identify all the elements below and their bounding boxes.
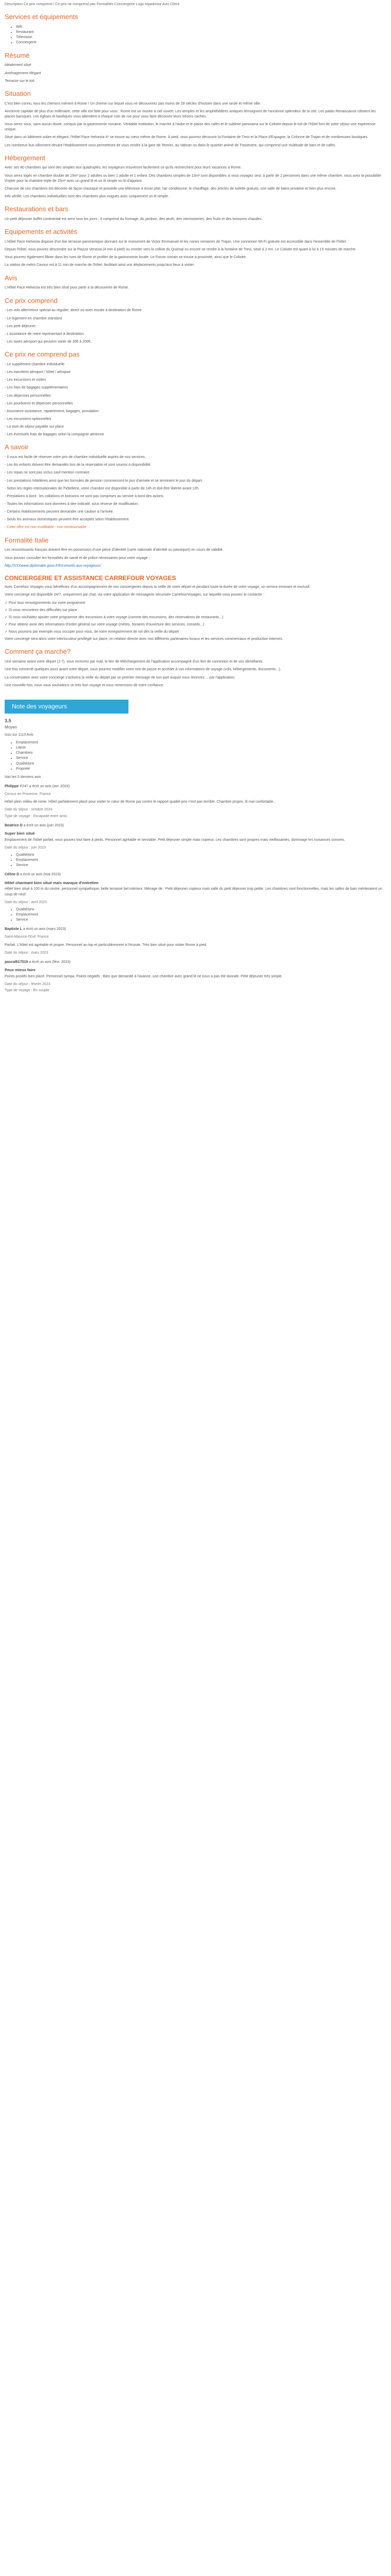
formalite-paragraph: Les ressortissants français doivent être en possession d'une pièce d'identité (carte nationale d'identité ou passeport) en cours de validité.	[5, 548, 224, 552]
comment-title: Comment ça marche?	[5, 648, 71, 656]
service-item: • Conciergerie	[16, 40, 386, 45]
a-savoir-paragraph: - Les lits enfants doivent être demandés lors de la réservation et sont soumis à disponibilité.	[5, 463, 152, 467]
ccv-title: CONCIERGERIE ET ASSISTANCE CARREFOUR VOYAGES	[5, 574, 176, 582]
hebergement-paragraph: Chacune de ces chambres est décorée de façon classique et possède une télévision à écran plat, l'air conditionné, le chauffage, des articles de toilette gratuits, une salle de bains privative et bien plus encore.	[5, 187, 337, 191]
hebergement-paragraph: Info vérifié: Les chambres individuelles sont des chambres plus exiguës avec uniquement un lit simple.	[5, 195, 169, 199]
review-author: Céline D	[5, 873, 20, 877]
review-tag: • Qualité/prix	[16, 907, 386, 912]
situation-paragraph: Ancienne capitale de plus d'un millénaire, cette ville est faite pour vous : Rome est un musée à ciel ouvert. Les temples et les amphithéâtres antiques témoignent de l'ancienne splendeur de la cité. Les palais Renaissance côtoient les places baroques. Les églises et basiliques vous attendent à chaque coin de rue pour vous faire découvrir leurs trésors cachés.	[5, 109, 376, 118]
review-tags	[5, 907, 386, 923]
ccv-bullet: ✓ Nous pouvons par exemple vous occuper pour vous, de votre enregistrement de vol dès la veille du départ	[5, 630, 179, 634]
a-savoir-paragraph: - Les prestations hôtelières ainsi que les formules de pension commencent le jour d'arrivée et se terminent le jour du départ.	[5, 479, 203, 483]
a-savoir-paragraph: - Certains établissements peuvent demander une caution à l'arrivée.	[5, 510, 114, 514]
formalite-paragraph: Vous pouvez consulter les formalités de santé et de police nécessaires pour votre voyage :	[5, 556, 150, 560]
prix-ne-comprend-line: - Les pourboires et dépenses personnelles	[5, 401, 73, 405]
ccv-bullet: ✓ Si vous souhaitez ajouter votre programme des excursions à votre voyage (comme des excursions, des réservations de restaurants...)	[5, 615, 223, 619]
review-meta	[5, 784, 386, 789]
review-tag: • Emplacement	[16, 912, 386, 918]
prix-ne-comprend-title: Ce prix ne comprend pas	[5, 350, 80, 359]
situation-paragraph: Les nombreux bus sillonnent devant l'établissement vous permettront de vous rendre à la gare de Termini, au Vatican ou dans le quartier animé de Trastevere, qui comprend une multitude de bars et de cafés.	[5, 143, 336, 147]
review-card	[5, 927, 386, 956]
prix-ne-comprend-line: - La taxe de séjour payable sur place	[5, 425, 64, 429]
services-list	[5, 25, 386, 46]
review-tag: • Service	[16, 918, 386, 923]
review-body: Hôtel plein milieu de rome. Hôtel parfaitement placé pour visiter le cœur de Rome par contre le rapport qualité-prix n'est pas terrible. Chambre propre, lit mal confortable...	[5, 800, 276, 804]
equipements-paragraph: Depuis l'hôtel, vous pouvez descendre sur la Piazza Venezia (4 min à pied) ou monter vers la colline du Quirinal ou encore se rendre à la fontaine de Trevi, situé à 2 mn. Le Colisée est quant à lui à 15 minutes de marche.	[5, 248, 356, 252]
review-meta-text: a écrit un avis (mai 2023)	[20, 873, 61, 877]
prix-ne-comprend-line: - Les excursions et visites	[5, 378, 46, 382]
prix-ne-comprend-line: - Les dépenses personnelles	[5, 394, 51, 398]
review-card	[5, 960, 386, 993]
review-author: pascal617019	[5, 960, 28, 964]
resume-line: Terrasse sur le toit	[5, 79, 35, 83]
equipements-paragraph: La station de métro Cavour est à 11 min de marche de l'hôtel, facilitant ainsi vos déplacements jusqu'aux lieux à visiter.	[5, 263, 195, 267]
review-card	[5, 872, 386, 923]
review-title: Ceroux en Provence, France	[5, 792, 51, 796]
formalite-title: Formalité Italie	[5, 536, 49, 544]
review-date: Date du séjour : février 2023	[5, 982, 51, 986]
review-meta-text: P247 a écrit un avis (avr. 2024)	[20, 784, 70, 788]
review-meta-text: a écrit un avis (juin 2023)	[23, 823, 64, 827]
ccv-paragraph: Votre concierge est disponible 24/7, uniquement par chat, via votre application de messagerie sécurisée CarrefourVoyages, sur laquelle vous pouvez le contacter :	[5, 593, 265, 597]
comment-paragraph: Une nouvelle fois, nous vous souhaitons un très bon voyage et vous remercions de votre confiance.	[5, 683, 164, 687]
a-savoir-note: - Cette offre est non modifiable - non remboursable	[5, 526, 87, 530]
review-card	[5, 823, 386, 869]
a-savoir-title: A savoir	[5, 443, 29, 451]
review-title: Hôtel charmant bien situé mais manque d'entretien	[5, 880, 99, 885]
review-body: Parfait. L'hôtel est agréable et propre. Personnel au top et particulièrement à l'écoute. Très bien situé pour visiter Rome à pied.	[5, 943, 207, 947]
prix-comprend-line: - Les petit déjeuner	[5, 324, 36, 328]
review-tag: • Service	[16, 863, 386, 868]
prix-comprend-title: Ce prix comprend	[5, 296, 58, 304]
review-tag: • Emplacement	[16, 858, 386, 863]
resume-line: Idéalement situé	[5, 63, 31, 67]
score-label: Moyen	[5, 725, 18, 730]
review-title: Peux mieux faire	[5, 967, 36, 972]
equipements-title: Equipements et activités	[5, 228, 77, 236]
formalite-link[interactable]: http://XXXwww.diplomatie.gouv.fr/fr/conseils-aux-voyageurs/	[5, 564, 101, 568]
prix-ne-comprend-line: - Le supplément chambre individuelle	[5, 362, 64, 366]
review-type: Type de voyage : Escapade entre amis	[5, 814, 68, 818]
review-tag: • Qualité/prix	[16, 853, 386, 858]
resume-line: Aménagement élégant	[5, 71, 41, 75]
review-card	[5, 784, 386, 819]
notes-bar: Note des voyageurs	[5, 700, 128, 714]
review-date: Date du séjour : octobre 2024	[5, 808, 53, 812]
ccv-bullet: ✓ Pour obtenir avoir des informations d'ordre général sur votre voyage (météo, horaires d'ouverture des services, conseils...)	[5, 622, 204, 626]
review-meta	[5, 927, 386, 932]
a-savoir-paragraph: - Selon les règles internationales de l'hôtellerie, votre chambre est disponible à partir de 14h et doit être libérée avant 12h.	[5, 486, 200, 490]
restauration-title: Restaurations et bars	[5, 205, 69, 213]
review-body: Hôtel bien situé à 100 m du centre, personnel sympathique, belle terrasse bel intérieur. Ménage de : Petit déjeuner copieux mais salle du petit déjeuner trop petite. Les chambres sont fonctionnelles, mais les salles de bain mériteraient un coup de neuf.	[5, 887, 382, 896]
a-savoir-paragraph: - Prestations à bord : les collations et boissons ne sont pas comprises au service à bord des avions.	[5, 494, 165, 498]
a-savoir-paragraph: - Il vous est facile de réserver votre prix de chambre individuelle auprès de nos services.	[5, 455, 146, 460]
comment-paragraph: Une fois connecté quelques jours avant votre départ, vous pourrez modifier votre mot de passe et accéder à vos informations de voyage (vols, hébergements, documents...).	[5, 668, 281, 672]
criteria-item: • Literie	[16, 745, 386, 751]
situation-paragraph: Situé dans un bâtiment sobre et élégant, l'Hôtel Pace Helvezia 4* se trouve au cœur même de Rome. À pied, vous pourrez découvrir la Fontaine de Trevi et la Place d'Espagne, la Colonne de Trajan et de nombreuses boutiques.	[5, 135, 369, 140]
review-tags	[5, 853, 386, 868]
prix-ne-comprend-line: - Les excursions optionnelles	[5, 417, 52, 421]
equipements-paragraph: L'Hôtel Pace Helvezia dispose d'un bar terrasse panoramique donnant sur le monument de Victor Emmanuel et les ruines romaines de Trajan. Une connexion Wi-Fi gratuite est accessible dans l'ensemble de l'hôtel.	[5, 240, 347, 244]
score-value: 3.5	[5, 718, 11, 724]
prix-comprend-line: - Le logement en chambre standard	[5, 316, 62, 320]
situation-paragraph: C'est bien connu, tous les chemins mènent à Rome ! Un chemin sur lequel vous ne découvrirez pas moins de 28 siècles d'histoire dans une seule et même ville.	[5, 101, 261, 106]
review-author: Philippe	[5, 784, 19, 788]
review-date: Date du séjour : mars 2023	[5, 951, 48, 955]
criteria-item: • Propreté	[16, 767, 386, 772]
criteria-list	[5, 740, 386, 772]
criteria-item: • Qualité/prix	[16, 761, 386, 767]
a-savoir-paragraph: - Les repas ne sont pas inclus sauf mention contraire.	[5, 471, 91, 475]
prix-comprend-line: - Les taxes aéroport qui peuvent varier de 30€ à 200€.	[5, 340, 92, 344]
service-item: • Wifi	[16, 25, 386, 30]
review-date: Date du séjour : juin 2023	[5, 845, 46, 850]
prix-ne-comprend-line: - Assurance assistance, rapatriement, bagages, annulation	[5, 409, 99, 413]
review-title: Saint-Maurice-l'Exil, France	[5, 935, 49, 939]
hebergement-title: Hébergement	[5, 154, 45, 162]
prix-ne-comprend-line: - Les éventuels frais de bagages selon la compagnie aérienne	[5, 433, 104, 437]
equipements-paragraph: Vous pourrez également flâner dans les rues de Rome et profiter de la gastronomie locale. Le Forum romain se trouve à proximité, ainsi que le Colisée.	[5, 256, 247, 260]
review-title: Super bien situé	[5, 831, 35, 836]
avis-paragraph: L'Hôtel Pace Helvezia est très bien situé pour partir à la découverte de Rome.	[5, 286, 129, 290]
ccv-bullet: ✓ Pour tous renseignements sur votre programme	[5, 601, 86, 605]
review-author: Beatrice D	[5, 823, 23, 827]
reviews-count: Issu sur 1113 Avis	[5, 733, 34, 737]
review-meta	[5, 823, 386, 828]
ccv-paragraph: Avec Carrefour Voyages vous bénéficiez d'un accompagnement de nos conciergeries depuis la veille de votre départ et pendant toute la durée de votre voyage, un service innovant et exclusif.	[5, 585, 311, 589]
service-item: • Télévision	[16, 35, 386, 40]
review-meta-text: a écrit un avis (févr. 2023)	[29, 960, 71, 964]
hebergement-paragraph: Vous serez logés en chambre double de 19m² pour 2 adultes ou bien 1 adulte et 1 enfant. Des chambres simples de 13m² sont disponibles si vous voyagez seul, à partir de 2 personnes dans une même chambre, vous avez la possibilité d'opter pour la chambre triple de 25m² avec un grand lit et un lit simple ou lit d'appoint.	[5, 174, 381, 183]
voir-avis-link[interactable]: Voir les 5 derniers avis	[5, 775, 41, 779]
hebergement-paragraph: Avec ses 80 chambres qui sont des simples aux quadruples, les voyageurs trouveront facilement ce qu'ils recherchent pour leurs vacances à Rome.	[5, 166, 242, 170]
a-savoir-paragraph: - Toutes les informations sont données à titre indicatif, sous réserve de modification.	[5, 502, 139, 506]
criteria-item: • Chambres	[16, 751, 386, 756]
review-author: Baptiste L	[5, 927, 22, 931]
criteria-item: • Service	[16, 756, 386, 761]
tab-strip[interactable]: Description Ce prix comprend / Ce prix ne comprend pas Formalités Conciergerie Logo tripadvisor Avis Client	[5, 3, 180, 6]
restauration-paragraph: Un petit déjeuner buffet continental est servi tous les jours : il comprend du fromage, du jambon, des œufs, des viennoiseries, des fruits et des boissons chaudes.	[5, 217, 263, 222]
comment-paragraph: Une semaine avant votre départ (J-7), vous recevrez par mail, le lien de téléchargement de l'application accompagné d'un lien de connexion et de vos identifiants.	[5, 660, 264, 664]
review-body: Points positifs bien placé. Personnel sympa. Points négatifs : Bien que demandé à l'avance, une chambre avec grand lit ne nous a pas été donnée. Petit déjeuner très simple.	[5, 974, 283, 978]
avis-title: Avis	[5, 274, 18, 282]
prix-ne-comprend-line: - Les frais de bagages supplémentaires	[5, 386, 68, 390]
review-date: Date du séjour : avril 2023	[5, 900, 47, 904]
situation-paragraph: Vous serez sous, sans aucun doute, conquis par la gastronomie romaine. Véritable institution, le marché à l'aube et le plaisir des cafés et le sublime panorama sur le Colisée depuis le toit de l'hôtel font de votre séjour une expérience unique.	[5, 123, 376, 132]
services-title: Services et équipements	[5, 13, 78, 21]
ccv-note: Votre concierge sera alors votre interlocuteur privilégié sur place, en relation directe avec nos différents partenaires locaux et les services commerciaux et production internes.	[5, 637, 283, 641]
situation-title: Situation	[5, 89, 31, 97]
page	[0, 0, 391, 1007]
service-item: • Restaurant	[16, 30, 386, 35]
resume-title: Résumé	[5, 51, 30, 59]
prix-ne-comprend-line: - Les transferts aéroport / hôtel / aéroport	[5, 370, 71, 375]
review-meta	[5, 872, 386, 877]
ccv-bullet: ✓ Si vous rencontrez des difficultés sur place	[5, 608, 77, 612]
review-meta-text: a écrit un avis (mars 2023)	[23, 927, 66, 931]
a-savoir-paragraph: - Seuls les animaux domestiques peuvent être acceptés selon l'établissement.	[5, 518, 130, 522]
prix-comprend-line: - L'assistance de notre représentant à destination	[5, 332, 84, 336]
review-type: Type de voyage : En couple	[5, 989, 50, 993]
review-body: Emplacement de l'hôtel parfait, vous pouvez tout faire à pieds. Personnel agréable et serviable. Petit déjeuner simple mais copieux. Les chambres sont propres mais vieillissantes, dommage les nuisances sonores.	[5, 838, 346, 842]
prix-comprend-line: - Les vols aller/retour spécial au régulier, direct ou avec escale à destination de Rome	[5, 309, 142, 313]
review-meta	[5, 960, 386, 965]
comment-paragraph: La conversation avec votre concierge s'activera la veille du départ par un premier message de son part auquel vous recevrez ... par l'application.	[5, 675, 236, 680]
criteria-item: • Emplacement	[16, 740, 386, 745]
